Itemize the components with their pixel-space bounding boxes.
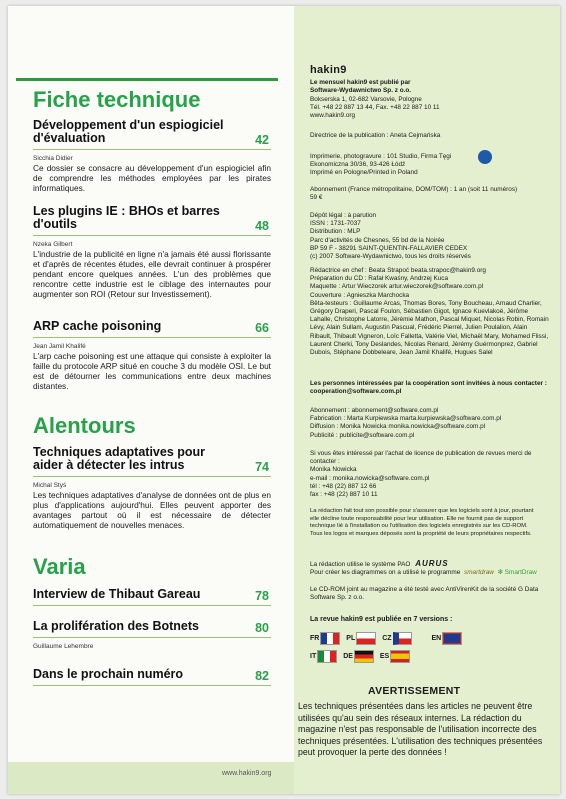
lang-it[interactable]: IT [310,653,337,660]
warning-box [298,685,548,759]
lang-en[interactable]: EN [432,635,463,642]
license-intro: Si vous êtes intéressé par l'achat de licence de publication de revues merci de contacter : [310,450,532,466]
article-summary: L'industrie de la publicité en ligne n'a jamais été aussi florissante et d'après de récentes études, elle devrait continuer à prospérer pendant encore quelques années. L'un des problèmes que rencontre cette industrie est le ciblage des internautes pour augmenter son ROI (Retour sur Investissement). [33,249,271,300]
diagrams-text: Pour créer les diagrammes on a utilisé le programme [310,569,461,577]
article-title: La prolifération des Botnets [33,619,199,633]
smartdraw-icon: ✻ [497,569,504,577]
publisher-intro: Le mensuel hakin9 est publié par [310,79,411,87]
printing-block [310,153,550,178]
copyright: (c) 2007 Software-Wydawnictwo, tous les droits réservés [310,253,471,261]
publisher-address: Bokserska 1, 02-682 Varsovie, Pologne [310,95,422,103]
poland-flag-icon [356,632,376,645]
aurus-logo: AURUS [415,559,449,568]
article-author: Michal Styś [33,482,67,489]
license-fax: fax : +48 (22) 887 10 11 [310,491,378,499]
distribution-address-2: BP 59 F - 38291 SAINT-QUENTIN-FALLAVIER CEDEX [310,244,468,252]
article-page: 82 [255,669,269,683]
director-line: Directrice de la publication : Aneta Cejmańska [310,132,441,139]
contacts-block [310,407,550,440]
section-heading-alentours: Alentours [33,413,136,438]
toc-article-5[interactable] [33,588,271,606]
germany-flag-icon [354,650,374,663]
pao-text: La rédaction utilise le système PAO [310,561,411,568]
article-author: Guillaume Lehembre [33,643,94,650]
spain-flag-icon [390,650,410,663]
printing-label: Imprimerie, photogravure : 101 Studio, Firma Tęgi [310,153,452,160]
staff-editor: Rédactrice en chef : Beata Strapoć beata.strapoc@hakin9.org [310,267,486,274]
article-author: Nzeka Gilbert [33,241,73,248]
cooperation-note: Les personnes intéressées par la coopération sont invitées à nous contacter : cooperation@software.com.pl [310,380,547,396]
site-url[interactable]: www.hakin9.org [222,770,272,777]
printing-address: Ekonomiczna 30/36, 93-426 Łódź [310,161,406,169]
issn: ISSN : 1731-7037 [310,220,361,228]
varia-section [33,555,271,579]
top-rule [16,78,278,81]
article-title: Les plugins IE : BHOs et barres d'outils [33,204,220,231]
publisher-name: Software-Wydawnictwo Sp. z o.o. [310,87,412,95]
uk-flag-icon [442,632,462,645]
article-author: Jean Jamil Khalifé [33,343,86,350]
article-summary: Ce dossier se consacre au développement d'un espiogiciel afin de comprendre les méthodes employées par les pirates informatiques. [33,163,271,194]
france-flag-icon [320,632,340,645]
article-title: Interview de Thibaut Gareau [33,587,201,601]
article-page: 48 [255,219,269,233]
section-heading-varia: Varia [33,554,86,579]
contact-diffusion[interactable]: Diffusion : Monika Nowicka monika.nowicka@software.com.pl [310,423,486,431]
masthead-block [310,66,550,120]
article-page: 74 [255,460,269,474]
czech-flag-icon [393,632,412,645]
legal-block [310,212,550,261]
smartdraw-brand: SmartDraw [504,569,537,577]
article-title: Dans le prochain numéro [33,667,184,681]
distribution-address-1: Parc d'activités de Chesnes, 55 bd de la Noirée [310,236,445,244]
language-flags-row-2 [310,650,550,663]
toc-article-6[interactable] [33,620,271,651]
printer-logo-icon [478,150,492,164]
publisher-phone: Tél. +48 22 887 13 44, Fax. +48 22 887 10 11 [310,103,440,111]
article-summary: L'arp cache poisoning est une attaque qui consiste à exploiter la faille du protocole ARP situé en couche 3 du modèle OSI. Le but est de détourner les communications entre deux machines distantes. [33,351,271,392]
lang-de[interactable]: DE [343,653,374,660]
disclaimer: La rédaction fait tout son possible pour s'assurer que les logiciels sont à jour, pourtant elle décline toute responsabilité pour leur utilisation. Elle ne fournit pas de support technique lié à l'installation ou l'utilisation des logiciels enregistrés sur les CD-ROM. Tous les logos et marques déposés sont la propriété de leurs propriétaires respectifs. [310,508,534,537]
staff-block [310,267,550,357]
license-contact-name: Monika Nowicka [310,466,357,474]
warning-text: Les techniques présentées dans les articles ne peuvent être utilisées qu'au sein des réseaux internes. La rédaction du magazine n'est pas responsable de l'utilisation incorrecte des techniques présentées. L'utilisation des techniques présentées peut provoquer la perte des données ! [298,701,543,757]
contact-publicity[interactable]: Publicité : publicite@software.com.pl [310,431,415,439]
article-page: 78 [255,589,269,603]
alentours-section [33,414,271,438]
lang-cz[interactable]: CZ [382,635,411,642]
staff-cover: Couverture : Agnieszka Marchocka [310,291,410,299]
fiche-section [33,88,271,112]
license-email[interactable]: e-mail : monika.nowicka@software.com.pl [310,474,430,482]
cdrom-note: Le CD-ROM joint au magazine a été testé avec AntiVirenKit de la société G Data Software Sp. z o.o. [310,586,539,602]
printed-in: Imprimé en Pologne/Printed in Poland [310,169,418,177]
versions-title: La revue hakin9 est publiée en 7 versions : [310,616,453,623]
toc-article-1[interactable] [33,119,271,193]
lang-fr[interactable]: FR [310,635,340,642]
warning-title: AVERTISSEMENT [368,685,461,697]
legal-deposit: Dépôt légal : à parution [310,212,377,219]
toc-article-2[interactable] [33,205,271,299]
article-title: Techniques adaptatives pour aider à détecter les intrus [33,445,206,472]
contact-fabrication[interactable]: Fabrication : Marta Kurpiewska marta.kurpiewska@software.com.pl [310,415,502,423]
footer-band [8,762,294,794]
contact-subscription[interactable]: Abonnement : abonnement@software.com.pl [310,407,439,414]
toc-article-4[interactable] [33,446,271,530]
article-title: ARP cache poisoning [33,319,162,333]
tools-block [310,560,550,577]
license-phone: tél : +48 (22) 887 12 66 [310,482,377,490]
toc-article-7[interactable] [33,668,271,686]
toc-article-3[interactable] [33,320,271,391]
staff-layout: Maquette : Artur Wieczorek artur.wieczorek@software.com.pl [310,283,484,291]
subscription-line: Abonnement (France métropolitaine, DOM/TOM) : 1 an (soit 11 numéros) 59 € [310,186,518,202]
article-summary: Les techniques adaptatives d'analyse de données ont de plus en plus d'applications aujourd'hui. Elles peuvent apporter des avantages partout où il est nécessaire de détecter automatiquement de nouvelles menaces. [33,490,271,531]
italy-flag-icon [317,650,337,663]
masthead-sidebar [294,6,560,794]
smartdraw-logo: smartdraw [464,569,494,577]
article-page: 66 [255,321,269,335]
article-page: 80 [255,621,269,635]
staff-beta-testers: Bêta-testeurs : Guillaume Arcas, Thomas Bores, Tony Boucheau, Arnaud Charlier, Grégory Draperi, Pascal Foulon, Sébastien Gigot, Ignace Kuevlakoé, Jérôme Lahalle, Christophe Latorre, Jérémie Mathon, Pascal Miquet, Nicolas Robin, Romain Lévy, Alain Sullam, Augustin Pascual, Frédéric Pierrel, Julien Poulalion, Alain Ribault, Thibault Vigneron, Loïc Falletta, Valérie Viel, Michaël Mary, Mohamed Flissi, Laurent Cherki, Tony Deslandes, Nicolas Renard, Jérémy Guérmonprez, Gabriel Dubois, Stéphane Dobbeleare, Jean Jamil Khalifé, Hugues Salel [310,299,549,357]
article-page: 42 [255,133,269,147]
publisher-site: www.hakin9.org [310,112,356,120]
section-heading-fiche: Fiche technique [33,87,201,112]
article-title: Développement d'un espiogiciel d'évaluation [33,118,224,145]
staff-cd: Préparation du CD : Rafał Kwaśny, Andrzej Kuca [310,275,449,283]
hakin9-logo: hakin9 [310,64,347,76]
language-flags-row-1 [310,632,550,645]
article-author: Sicchia Didier [33,155,73,162]
license-block [310,450,540,499]
distribution: Distribution : MLP [310,228,361,236]
lang-es[interactable]: ES [380,653,410,660]
lang-pl[interactable]: PL [346,635,376,642]
